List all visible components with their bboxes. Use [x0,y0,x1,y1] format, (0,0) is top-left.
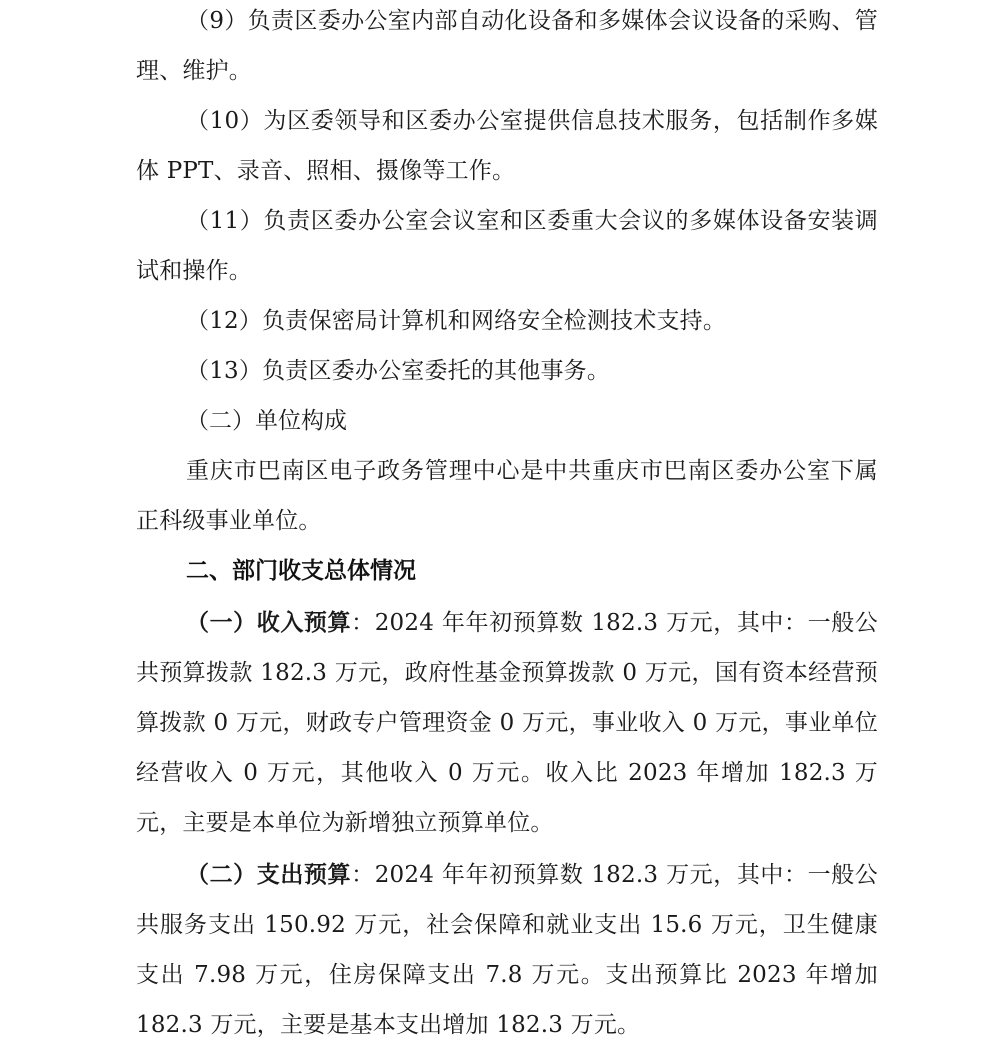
section-heading: 二、部门收支总体情况 [186,558,416,584]
expense-paragraph [136,850,878,1050]
item-11: （11）负责区委办公室会议室和区委重大会议的多媒体设备安装调试和操作。 [136,208,878,284]
income-body: ：2024 年年初预算数 182.3 万元，其中：一般公共预算拨款 182.3 万元，政府性基金预算拨款 0 万元，国有资本经营预算拨款 0 万元，财政专户管理资金 0 万元，事业收入 0 万元，事业单位经营收入 0 万元，其他收入 0 万元。收入比 2023 年增加 182.3 万元，主要是本单位为新增独立预算单位。 [136,610,878,836]
item-10: （10）为区委领导和区委办公室提供信息技术服务，包括制作多媒体 PPT、录音、照相、摄像等工作。 [136,108,878,184]
item-13: （13）负责区委办公室委托的其他事务。 [186,358,611,384]
unit-section-body: 重庆市巴南区电子政务管理中心是中共重庆市巴南区委办公室下属正科级事业单位。 [136,458,878,534]
item-9: （9）负责区委办公室内部自动化设备和多媒体会议设备的采购、管理、维护。 [136,8,878,84]
income-paragraph [136,598,878,848]
expense-body: ：2024 年年初预算数 182.3 万元，其中：一般公共服务支出 150.92 万元，社会保障和就业支出 15.6 万元，卫生健康支出 7.98 万元，住房保障支出 7.8 万元。支出预算比 2023 年增加 182.3 万元，主要是基本支出增加 182.3 万元。 [136,862,878,1038]
income-label: （一）收入预算 [186,609,352,636]
unit-section-title: （二）单位构成 [186,408,347,434]
expense-label: （二）支出预算 [186,861,352,888]
item-12: （12）负责保密局计算机和网络安全检测技术支持。 [186,308,727,334]
